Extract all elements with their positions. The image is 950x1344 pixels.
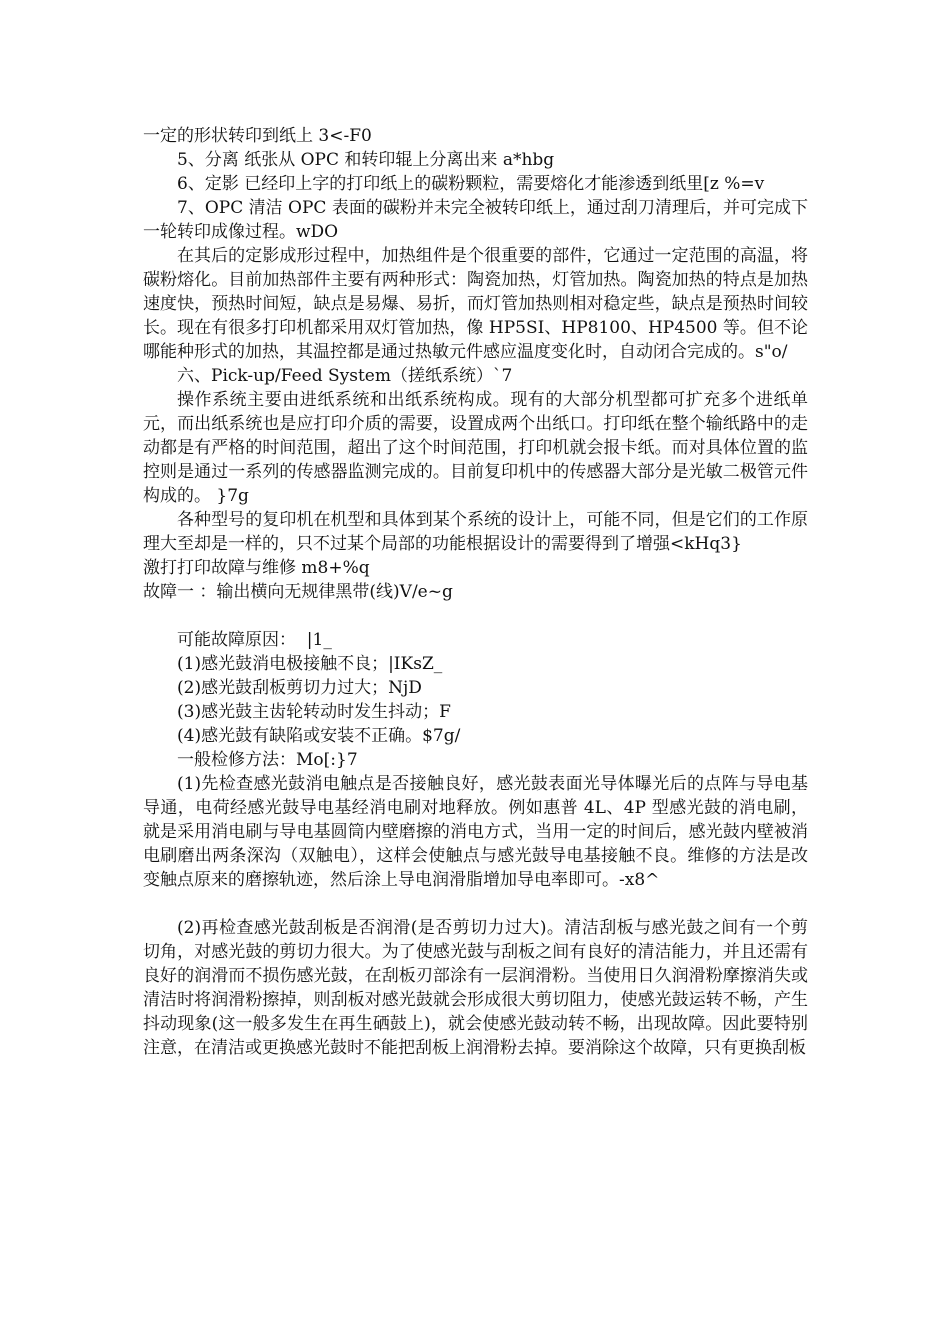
paragraph-heating: 在其后的定影成形过程中，加热组件是个很重要的部件，它通过一定范围的高温，将碳粉熔化。目前加热部件主要有两种形式：陶瓷加热，灯管加热。陶瓷加热的特点是加热速度快，预热时间短，缺点是易爆、易折，而灯管加热则相对稳定些，缺点是预热时间较长。现在有很多打印机都采用双灯管加热，像 HP5SI、HP8100、HP4500 等。但不论哪能种形式的加热，其温控都是通过热敏元件感应温度变化时，自动闭合完成的。s"o/ — [143, 246, 808, 362]
possible-causes-title: 可能故障原因： |1_ — [177, 630, 332, 650]
heading-fault-one: 故障一 ：输出横向无规律黑带(线)V/e~g — [143, 582, 453, 602]
step-opc-cleaning: 7、OPC 清洁 OPC 表面的碳粉并未完全被转印纸上，通过刮刀清理后，并可完成下一轮转印成像过程。wDO — [143, 198, 808, 242]
cause-item: (3)感光鼓主齿轮转动时发生抖动；F — [177, 702, 451, 722]
paragraph-feed-system: 操作系统主要由进纸系统和出纸系统构成。现有的大部分机型都可扩充多个进纸单元，而出纸系统也是应打印介质的需要，设置成两个出纸口。打印纸在整个输纸路中的走动都是有严格的时间范围，超出了这个时间范围，打印机就会报卡纸。而对具体位置的监控则是通过一系列的传感器监测完成的。目前复印机中的传感器大部分是光敏二极管元件构成的。 }7g — [143, 390, 808, 506]
cause-item: (4)感光鼓有缺陷或安装不正确。$7g/ — [177, 726, 461, 746]
repair-methods-title: 一般检修方法：Mo[:}7 — [177, 750, 358, 770]
blank-line — [143, 892, 808, 916]
cause-item: (2)感光鼓刮板剪切力过大；NjD — [177, 678, 422, 698]
repair-method-paragraph: (2)再检查感光鼓刮板是否润滑(是否剪切力过大)。清洁刮板与感光鼓之间有一个剪切角，对感光鼓的剪切力很大。为了使感光鼓与刮板之间有良好的清洁能力，并且还需有良好的润滑而不损伤感光鼓，在刮板刃部涂有一层润滑粉。当使用日久润滑粉摩擦消失或清洁时将润滑粉擦掉，则刮板对感光鼓就会形成很大剪切阻力，使感光鼓运转不畅，产生抖动现象(这一般多发生在再生硒鼓上)，就会使感光鼓动转不畅，出现故障。因此要特别注意，在清洁或更换感光鼓时不能把刮板上润滑粉去掉。要消除这个故障，只有更换刮板 — [143, 918, 808, 1058]
repair-method-paragraph: (1)先检查感光鼓消电触点是否接触良好，感光鼓表面光导体曝光后的点阵与导电基导通，电荷经感光鼓导电基经消电刷对地释放。例如惠普 4L、4P 型感光鼓的消电刷，就是采用消电刷与导电基圆筒内壁磨擦的消电方式，当用一定的时间后，感光鼓内壁被消电刷磨出两条深沟（双触电），这样会使触点与感光鼓导电基接触不良。维修的方法是改变触点原来的磨擦轨迹，然后涂上导电润滑脂增加导电率即可。-x8^ — [143, 774, 808, 890]
document-body — [143, 124, 808, 1060]
heading-faults: 激打打印故障与维修 m8+%q — [143, 558, 370, 578]
blank-line — [143, 604, 808, 628]
continuation-line: 一定的形状转印到纸上 3<-F0 — [143, 126, 372, 146]
paragraph-principle: 各种型号的复印机在机型和具体到某个系统的设计上，可能不同，但是它们的工作原理大至却是一样的，只不过某个局部的功能根据设计的需要得到了增强<kHq3} — [143, 510, 808, 554]
section-heading-pickup: 六、Pick-up/Feed System（搓纸系统）`7 — [177, 366, 513, 386]
step-separation: 5、分离 纸张从 OPC 和转印辊上分离出来 a*hbg — [177, 150, 555, 170]
step-fixing: 6、定影 已经印上字的打印纸上的碳粉颗粒，需要熔化才能渗透到纸里[z %=v — [177, 174, 765, 194]
cause-item: (1)感光鼓消电极接触不良；|IKsZ_ — [177, 654, 443, 674]
